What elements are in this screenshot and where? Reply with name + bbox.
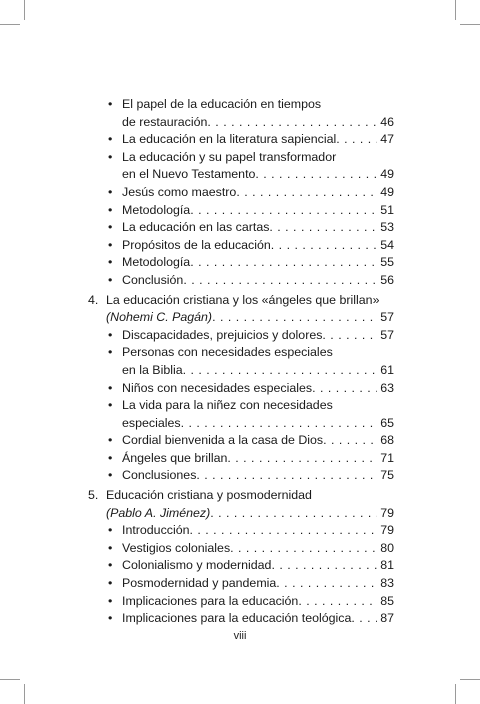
toc-line	[88, 114, 394, 132]
toc-item	[88, 184, 394, 202]
toc-line	[88, 219, 394, 237]
entry-text-wrap	[108, 327, 394, 345]
toc-line	[88, 96, 394, 114]
entry-title: La educación y su papel transformador	[122, 149, 337, 164]
page-ref: 53	[380, 220, 394, 235]
entry-title-continued: de restauración	[122, 114, 208, 129]
page-ref: 87	[380, 611, 394, 626]
entry-text-wrap	[108, 237, 394, 255]
toc-item	[88, 131, 394, 149]
toc-line	[88, 131, 394, 149]
bullet-icon: •	[108, 540, 113, 555]
bullet-icon: •	[108, 202, 113, 217]
section-author: (Nohemi C. Pagán)	[106, 310, 213, 325]
crop-mark	[455, 0, 456, 20]
bullet-icon: •	[108, 611, 113, 626]
dot-leader	[190, 254, 377, 272]
entry-title: Posmodernidad y pandemia	[122, 576, 277, 591]
bullet-icon: •	[108, 468, 113, 483]
crop-mark	[455, 684, 456, 704]
toc-line	[88, 467, 394, 485]
entry-text-wrap	[108, 272, 394, 290]
entry-title: Conclusiones	[122, 468, 197, 483]
toc-item	[88, 272, 394, 290]
dot-leader	[351, 610, 377, 628]
page-ref: 61	[380, 362, 394, 377]
toc-line	[88, 557, 394, 575]
section-title: La educación cristiana y los «ángeles que brillan»	[106, 292, 380, 307]
toc-line	[88, 344, 394, 362]
dot-leader	[227, 450, 377, 468]
page-ref: 54	[380, 237, 394, 252]
page-ref: 56	[380, 272, 394, 287]
bullet-icon: •	[108, 272, 113, 287]
entry-text-wrap	[108, 575, 394, 593]
bullet-icon: •	[108, 184, 113, 199]
dot-leader	[207, 114, 377, 132]
toc-item	[88, 96, 394, 131]
toc-line	[88, 237, 394, 255]
entry-title: Jesús como maestro	[122, 184, 237, 199]
entry-title-continued: en el Nuevo Testamento	[122, 167, 256, 182]
toc-line	[88, 272, 394, 290]
entry-title: Metodología	[122, 202, 191, 217]
entry-title: Implicaciones para la educación	[122, 593, 299, 608]
toc-item	[88, 593, 394, 611]
toc-line	[88, 380, 394, 398]
entry-title: La vida para la niñez con necesidades	[122, 398, 333, 413]
entry-text-wrap	[108, 380, 394, 398]
crop-mark	[24, 684, 25, 704]
bullet-icon: •	[108, 132, 113, 147]
page-ref: 79	[380, 523, 394, 538]
bullet-icon: •	[108, 398, 113, 413]
toc-item	[88, 237, 394, 255]
bullet-icon: •	[108, 97, 113, 111]
dot-leader	[181, 415, 378, 433]
page-ref: 49	[380, 184, 394, 199]
toc-line	[88, 202, 394, 220]
toc-line	[88, 575, 394, 593]
page-number: viii	[233, 630, 247, 642]
page-ref: 68	[380, 433, 394, 448]
section-number: 5.	[88, 488, 99, 503]
toc-line	[88, 149, 394, 167]
toc-line	[88, 540, 394, 558]
section-title: Educación cristiana y posmodernidad	[106, 488, 312, 503]
entry-text-wrap	[108, 540, 394, 558]
toc-section	[88, 487, 394, 522]
bullet-icon: •	[108, 345, 113, 360]
entry-text-wrap	[108, 432, 394, 450]
page-ref: 57	[380, 327, 394, 342]
dot-leader	[212, 309, 377, 327]
page-ref: 80	[380, 540, 394, 555]
page-ref: 51	[380, 202, 394, 217]
bullet-icon: •	[108, 523, 113, 538]
page-ref: 83	[380, 576, 394, 591]
page-ref: 79	[380, 505, 394, 520]
bullet-icon: •	[108, 237, 113, 252]
toc-item	[88, 432, 394, 450]
toc-line	[88, 415, 394, 433]
entry-text-wrap	[108, 522, 394, 540]
page-ref: 49	[380, 167, 394, 182]
entry-text-wrap	[108, 202, 394, 220]
toc-line	[88, 309, 394, 327]
dot-leader	[271, 237, 377, 255]
crop-mark	[460, 24, 480, 25]
crop-mark	[0, 24, 20, 25]
entry-title: Implicaciones para la educación teológica	[122, 611, 352, 626]
dot-leader	[183, 272, 377, 290]
toc-line	[88, 505, 394, 523]
crop-mark	[460, 679, 480, 680]
entry-title: Cordial bienvenida a la casa de Dios	[122, 433, 324, 448]
toc-item	[88, 254, 394, 272]
toc-section	[88, 292, 394, 327]
page-ref: 75	[380, 468, 394, 483]
page-ref: 71	[380, 450, 394, 465]
dot-leader	[190, 202, 377, 220]
dot-leader	[312, 380, 377, 398]
entry-text-wrap	[108, 610, 394, 628]
page-ref: 55	[380, 255, 394, 270]
page-ref: 85	[380, 593, 394, 608]
entry-text-wrap	[108, 254, 394, 272]
bullet-icon: •	[108, 593, 113, 608]
page-ref: 81	[380, 558, 394, 573]
page-ref: 57	[380, 310, 394, 325]
toc-line	[88, 593, 394, 611]
bullet-icon: •	[108, 380, 113, 395]
toc-line	[88, 362, 394, 380]
bullet-icon: •	[108, 327, 113, 342]
bullet-icon: •	[108, 576, 113, 591]
page-ref: 46	[380, 114, 394, 129]
dot-leader	[190, 522, 378, 540]
dot-leader	[196, 467, 377, 485]
entry-title: Colonialismo y modernidad	[122, 558, 272, 573]
page-ref: 63	[380, 380, 394, 395]
toc-item	[88, 557, 394, 575]
entry-title: Introducción	[122, 523, 190, 538]
bullet-icon: •	[108, 149, 113, 164]
entry-text-wrap	[108, 397, 394, 415]
entry-title: Niños con necesidades especiales	[122, 380, 313, 395]
entry-title: Discapacidades, prejuicios y dolores	[122, 327, 323, 342]
toc-item	[88, 202, 394, 220]
toc-item	[88, 610, 394, 628]
toc-item	[88, 149, 394, 184]
dot-leader	[323, 432, 377, 450]
toc-item	[88, 540, 394, 558]
entry-text-wrap	[108, 219, 394, 237]
entry-text-wrap	[108, 557, 394, 575]
table-of-contents	[88, 96, 394, 628]
page-ref: 47	[380, 132, 394, 147]
toc-item	[88, 397, 394, 432]
section-author: (Pablo A. Jiménez)	[106, 505, 211, 520]
entry-text-wrap	[108, 96, 394, 114]
entry-title: Conclusión	[122, 272, 184, 287]
bullet-icon: •	[108, 220, 113, 235]
toc-item	[88, 450, 394, 468]
entry-text-wrap	[108, 593, 394, 611]
entry-text-wrap	[108, 467, 394, 485]
toc-line	[88, 610, 394, 628]
dot-leader	[276, 575, 377, 593]
entry-title: Propósitos de la educación	[122, 237, 271, 252]
toc-item	[88, 219, 394, 237]
toc-line	[88, 327, 394, 345]
toc-item	[88, 522, 394, 540]
toc-item	[88, 467, 394, 485]
dot-leader	[322, 327, 377, 345]
crop-mark	[24, 0, 25, 20]
dot-leader	[183, 362, 378, 380]
bullet-icon: •	[108, 450, 113, 465]
entry-title: La educación en las cartas	[122, 220, 270, 235]
page-ref: 65	[380, 415, 394, 430]
entry-text-wrap	[108, 184, 394, 202]
toc-line	[88, 397, 394, 415]
toc-line	[88, 292, 394, 310]
dot-leader	[236, 184, 377, 202]
dot-leader	[271, 557, 377, 575]
toc-line	[88, 184, 394, 202]
bullet-icon: •	[108, 433, 113, 448]
toc-line	[88, 254, 394, 272]
entry-text-wrap	[108, 149, 394, 167]
toc-line	[88, 166, 394, 184]
entry-title: La educación en la literatura sapiencial	[122, 132, 337, 147]
dot-leader	[336, 131, 377, 149]
entry-text-wrap	[108, 344, 394, 362]
dot-leader	[255, 166, 377, 184]
toc-item	[88, 380, 394, 398]
entry-text-wrap	[108, 131, 394, 149]
toc-line	[88, 450, 394, 468]
toc-item	[88, 575, 394, 593]
entry-title: Vestigios coloniales	[122, 540, 231, 555]
dot-leader	[298, 593, 377, 611]
toc-item	[88, 327, 394, 345]
toc-line	[88, 522, 394, 540]
entry-title: Metodología	[122, 255, 191, 270]
entry-title: Personas con necesidades especiales	[122, 345, 333, 360]
bullet-icon: •	[108, 255, 113, 270]
entry-title: El papel de la educación en tiempos	[122, 97, 322, 111]
toc-line	[88, 432, 394, 450]
bullet-icon: •	[108, 558, 113, 573]
entry-title-continued: en la Biblia	[122, 362, 183, 377]
dot-leader	[269, 219, 377, 237]
crop-mark	[0, 679, 20, 680]
entry-title: Ángeles que brillan	[122, 450, 228, 465]
dot-leader	[230, 540, 377, 558]
entry-text-wrap	[108, 450, 394, 468]
toc-item	[88, 344, 394, 379]
toc-line	[88, 487, 394, 505]
dot-leader	[210, 505, 377, 523]
section-number: 4.	[88, 292, 99, 307]
entry-title-continued: especiales	[122, 415, 181, 430]
